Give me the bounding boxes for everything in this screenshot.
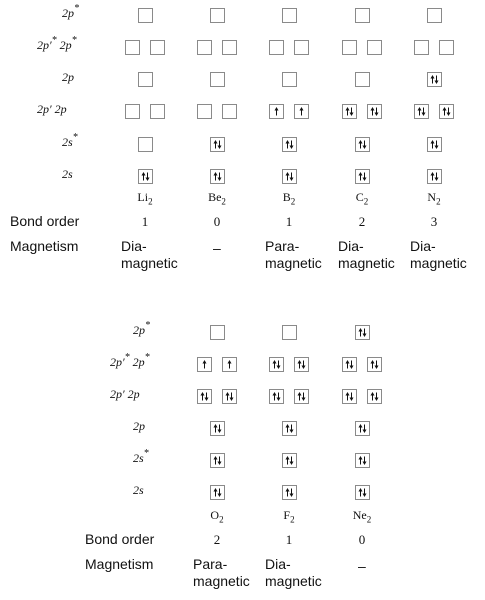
electron-up-arrow-icon (300, 107, 304, 116)
molecule-label (414, 190, 454, 206)
orbital-box-sigma_2p (282, 72, 297, 87)
magnetism-line-1: Dia- (410, 238, 436, 254)
orbital-label-main: 2s (62, 167, 73, 181)
orbital-label-main: 2p (110, 387, 122, 401)
bond-order-value: 3 (430, 214, 438, 229)
orbital-level-label-pi_2p (110, 387, 140, 402)
orbital-label-main: 2p (110, 355, 122, 369)
molecule-label (269, 508, 309, 524)
magnetism-row-label: Magnetism (10, 238, 79, 254)
molecule-label (197, 190, 237, 206)
orbital-label-main: 2s (133, 483, 144, 497)
orbital-label-main: 2s (62, 135, 73, 149)
orbital-box-pi_star_2p (125, 40, 140, 55)
electron-up-arrow-icon (371, 392, 375, 401)
molecule-label (125, 190, 165, 206)
electron-down-arrow-icon (277, 361, 281, 370)
orbital-box-sigma_star_2p (427, 8, 442, 23)
orbital-box-pi_2p (414, 104, 429, 119)
orbital-box-pi_star_2p (150, 40, 165, 55)
bond-order-value: 2 (358, 214, 366, 229)
electron-down-arrow-icon (290, 457, 294, 466)
orbital-label-main: 2p (133, 323, 145, 337)
orbital-box-pi_2p (269, 389, 284, 404)
orbital-box-pi_2p (269, 104, 284, 119)
orbital-box-sigma_star_2s (282, 137, 297, 152)
magnetism-line-1: Dia- (338, 238, 364, 254)
orbital-box-sigma_star_2p (210, 325, 225, 340)
electron-down-arrow-icon (363, 329, 367, 338)
orbital-label-main: 2p (62, 70, 74, 84)
magnetism-line-1: Dia- (121, 238, 147, 254)
orbital-box-pi_2p (439, 104, 454, 119)
orbital-label-main: 2p (37, 102, 49, 116)
electron-up-arrow-icon (359, 488, 363, 497)
orbital-box-pi_star_2p (367, 357, 382, 372)
orbital-level-label-sigma_2p (62, 70, 74, 85)
magnetism-value (410, 238, 467, 272)
molecule-symbol: Li (137, 190, 149, 204)
orbital-level-label-sigma_star_2p (62, 3, 79, 21)
orbital-box-sigma_2p (138, 72, 153, 87)
electron-up-arrow-icon (201, 392, 205, 401)
electron-down-arrow-icon (363, 489, 367, 498)
electron-up-arrow-icon (443, 107, 447, 116)
molecule-label (197, 508, 237, 524)
electron-up-arrow-icon (359, 140, 363, 149)
magnetism-line-2: magnetic (121, 255, 178, 271)
magnetism-value (193, 556, 250, 590)
electron-down-arrow-icon (350, 108, 354, 117)
electron-up-arrow-icon (203, 360, 207, 369)
magnetism-line-1: Para- (265, 238, 300, 254)
magnetism-value (213, 240, 221, 257)
molecule-label (342, 508, 382, 524)
orbital-level-label-pi_star_2p (110, 352, 150, 370)
orbital-label-main: 2p (59, 38, 72, 52)
orbital-level-label-pi_star_2p (37, 35, 77, 53)
electron-up-arrow-icon (346, 107, 350, 116)
orbital-level-label-pi_2p (37, 102, 67, 117)
orbital-box-sigma_2s (138, 169, 153, 184)
electron-down-arrow-icon (230, 393, 234, 402)
electron-up-arrow-icon (228, 360, 232, 369)
electron-up-arrow-icon (275, 107, 279, 116)
molecule-subscript: 2 (363, 196, 369, 207)
orbital-box-sigma_2s (282, 169, 297, 184)
orbital-box-sigma_2s (282, 485, 297, 500)
molecule-subscript: 2 (366, 514, 372, 525)
magnetism-line-2: magnetic (265, 573, 322, 589)
electron-up-arrow-icon (214, 140, 218, 149)
orbital-box-pi_star_2p (222, 40, 237, 55)
electron-up-arrow-icon (418, 107, 422, 116)
bond-order-row-label: Bond order (10, 213, 80, 229)
electron-down-arrow-icon (290, 141, 294, 150)
molecule-subscript: 2 (148, 196, 153, 207)
electron-up-arrow-icon (371, 360, 375, 369)
electron-up-arrow-icon (214, 488, 218, 497)
electron-down-arrow-icon (290, 425, 294, 434)
magnetism-line-1: – (358, 558, 366, 574)
orbital-label-main: 2p (62, 6, 74, 20)
magnetism-line-1: Dia- (265, 556, 291, 572)
bond-order-value: 1 (285, 532, 293, 547)
prime-mark: ′ (122, 355, 125, 369)
orbital-box-pi_star_2p (197, 357, 212, 372)
electron-up-arrow-icon (431, 75, 435, 84)
electron-down-arrow-icon (302, 361, 306, 370)
orbital-box-sigma_star_2s (355, 137, 370, 152)
molecule-subscript: 2 (290, 196, 296, 207)
electron-up-arrow-icon (431, 140, 435, 149)
molecule-symbol: O (210, 508, 220, 522)
orbital-box-pi_2p (197, 389, 212, 404)
molecule-subscript: 2 (219, 514, 224, 525)
electron-down-arrow-icon (350, 393, 354, 402)
magnetism-line-2: magnetic (193, 573, 250, 589)
molecule-subscript: 2 (221, 196, 226, 207)
orbital-level-label-sigma_star_2s (133, 448, 149, 466)
electron-down-arrow-icon (290, 489, 294, 498)
orbital-box-sigma_2s (210, 485, 225, 500)
orbital-box-pi_star_2p (269, 40, 284, 55)
electron-down-arrow-icon (375, 393, 379, 402)
bond-order-value: 1 (285, 214, 293, 229)
orbital-box-pi_star_2p (197, 40, 212, 55)
orbital-label-main: 2p (127, 387, 140, 401)
magnetism-value (338, 238, 395, 272)
star-mark: * (71, 35, 77, 46)
magnetism-line-1: – (213, 240, 221, 256)
electron-down-arrow-icon (218, 457, 222, 466)
orbital-box-pi_star_2p (294, 40, 309, 55)
orbital-box-pi_star_2p (294, 357, 309, 372)
electron-up-arrow-icon (142, 172, 146, 181)
orbital-box-pi_2p (197, 104, 212, 119)
orbital-label-main: 2p (132, 355, 145, 369)
electron-down-arrow-icon (218, 173, 222, 182)
bond-order-value: 0 (213, 214, 221, 229)
orbital-label-main: 2s (133, 451, 144, 465)
molecule-symbol: N (427, 190, 437, 204)
orbital-box-pi_star_2p (414, 40, 429, 55)
orbital-box-pi_2p (342, 104, 357, 119)
molecule-label (342, 190, 382, 206)
electron-down-arrow-icon (435, 141, 439, 150)
electron-down-arrow-icon (146, 173, 150, 182)
orbital-box-pi_2p (222, 389, 237, 404)
orbital-box-pi_2p (150, 104, 165, 119)
orbital-box-sigma_star_2s (210, 137, 225, 152)
orbital-label-main: 2p (54, 102, 67, 116)
electron-down-arrow-icon (218, 141, 222, 150)
orbital-level-label-sigma_2p (133, 419, 145, 434)
orbital-box-sigma_2s (427, 169, 442, 184)
electron-down-arrow-icon (363, 457, 367, 466)
magnetism-line-2: magnetic (338, 255, 395, 271)
electron-up-arrow-icon (359, 172, 363, 181)
magnetism-row-label: Magnetism (85, 556, 154, 572)
orbital-level-label-sigma_star_2p (133, 320, 150, 338)
orbital-level-label-sigma_star_2s (62, 132, 78, 150)
orbital-box-pi_2p (367, 104, 382, 119)
electron-down-arrow-icon (375, 108, 379, 117)
electron-down-arrow-icon (363, 173, 367, 182)
molecule-subscript: 2 (290, 514, 295, 525)
orbital-box-pi_2p (294, 104, 309, 119)
orbital-box-sigma_star_2s (427, 137, 442, 152)
molecule-label (269, 190, 309, 206)
molecule-subscript: 2 (436, 196, 441, 207)
electron-up-arrow-icon (359, 328, 363, 337)
electron-down-arrow-icon (218, 489, 222, 498)
prime-mark: ′ (122, 387, 125, 401)
orbital-box-sigma_2p (355, 421, 370, 436)
electron-up-arrow-icon (359, 456, 363, 465)
electron-down-arrow-icon (350, 361, 354, 370)
orbital-label-main: 2p (37, 38, 49, 52)
orbital-box-sigma_2p (427, 72, 442, 87)
orbital-level-label-sigma_2s (133, 483, 144, 498)
molecule-symbol: F (283, 508, 291, 522)
electron-up-arrow-icon (273, 360, 277, 369)
electron-down-arrow-icon (435, 173, 439, 182)
electron-up-arrow-icon (286, 140, 290, 149)
orbital-box-pi_star_2p (342, 40, 357, 55)
electron-up-arrow-icon (346, 360, 350, 369)
electron-down-arrow-icon (290, 173, 294, 182)
electron-down-arrow-icon (277, 393, 281, 402)
orbital-box-sigma_star_2s (138, 137, 153, 152)
bond-order-row-label: Bond order (85, 531, 155, 547)
electron-up-arrow-icon (214, 424, 218, 433)
electron-up-arrow-icon (371, 107, 375, 116)
orbital-box-pi_2p (125, 104, 140, 119)
orbital-box-sigma_star_2s (282, 453, 297, 468)
star-mark: * (143, 448, 149, 459)
orbital-box-sigma_2p (282, 421, 297, 436)
electron-down-arrow-icon (375, 361, 379, 370)
orbital-box-sigma_2s (355, 485, 370, 500)
magnetism-line-2: magnetic (265, 255, 322, 271)
orbital-box-sigma_star_2p (282, 325, 297, 340)
electron-up-arrow-icon (214, 172, 218, 181)
magnetism-line-2: magnetic (410, 255, 467, 271)
magnetism-line-1: Para- (193, 556, 228, 572)
prime-mark: ′ (49, 102, 52, 116)
electron-down-arrow-icon (218, 425, 222, 434)
electron-up-arrow-icon (286, 172, 290, 181)
orbital-box-pi_star_2p (439, 40, 454, 55)
electron-down-arrow-icon (205, 393, 209, 402)
electron-down-arrow-icon (363, 141, 367, 150)
electron-up-arrow-icon (346, 392, 350, 401)
electron-up-arrow-icon (286, 488, 290, 497)
molecule-symbol: B (282, 190, 291, 204)
electron-up-arrow-icon (359, 424, 363, 433)
orbital-box-pi_star_2p (222, 357, 237, 372)
bond-order-value: 2 (213, 532, 221, 547)
orbital-box-pi_2p (222, 104, 237, 119)
star-mark: * (74, 3, 79, 14)
orbital-box-pi_star_2p (367, 40, 382, 55)
electron-down-arrow-icon (447, 108, 451, 117)
electron-up-arrow-icon (431, 172, 435, 181)
orbital-box-sigma_star_2p (282, 8, 297, 23)
orbital-box-sigma_star_2p (138, 8, 153, 23)
orbital-label-main: 2p (133, 419, 145, 433)
orbital-box-sigma_star_2s (355, 453, 370, 468)
bond-order-value: 1 (141, 214, 149, 229)
orbital-box-sigma_star_2p (210, 8, 225, 23)
orbital-box-pi_2p (367, 389, 382, 404)
orbital-box-sigma_star_2s (210, 453, 225, 468)
molecule-symbol: Ne (352, 508, 367, 522)
star-mark: * (51, 35, 57, 46)
electron-up-arrow-icon (298, 360, 302, 369)
molecule-symbol: Be (208, 190, 222, 204)
electron-up-arrow-icon (214, 456, 218, 465)
orbital-box-pi_star_2p (342, 357, 357, 372)
orbital-box-pi_2p (342, 389, 357, 404)
magnetism-value (121, 238, 178, 272)
orbital-box-pi_2p (294, 389, 309, 404)
electron-up-arrow-icon (226, 392, 230, 401)
orbital-box-pi_star_2p (269, 357, 284, 372)
electron-up-arrow-icon (273, 392, 277, 401)
magnetism-value (358, 558, 366, 575)
star-mark: * (124, 352, 130, 363)
magnetism-value (265, 556, 322, 590)
orbital-box-sigma_2p (355, 72, 370, 87)
electron-down-arrow-icon (422, 108, 426, 117)
orbital-level-label-sigma_2s (62, 167, 73, 182)
electron-up-arrow-icon (286, 424, 290, 433)
orbital-box-sigma_2p (210, 72, 225, 87)
orbital-box-sigma_2s (355, 169, 370, 184)
orbital-box-sigma_star_2p (355, 8, 370, 23)
magnetism-value (265, 238, 322, 272)
electron-down-arrow-icon (435, 76, 439, 85)
electron-down-arrow-icon (302, 393, 306, 402)
molecule-symbol: C (355, 190, 364, 204)
star-mark: * (145, 320, 150, 331)
orbital-box-sigma_2s (210, 169, 225, 184)
star-mark: * (144, 352, 150, 363)
star-mark: * (72, 132, 78, 143)
orbital-box-sigma_2p (210, 421, 225, 436)
electron-up-arrow-icon (298, 392, 302, 401)
bond-order-value: 0 (358, 532, 366, 547)
electron-up-arrow-icon (286, 456, 290, 465)
electron-down-arrow-icon (363, 425, 367, 434)
prime-mark: ′ (49, 38, 52, 52)
orbital-box-sigma_star_2p (355, 325, 370, 340)
